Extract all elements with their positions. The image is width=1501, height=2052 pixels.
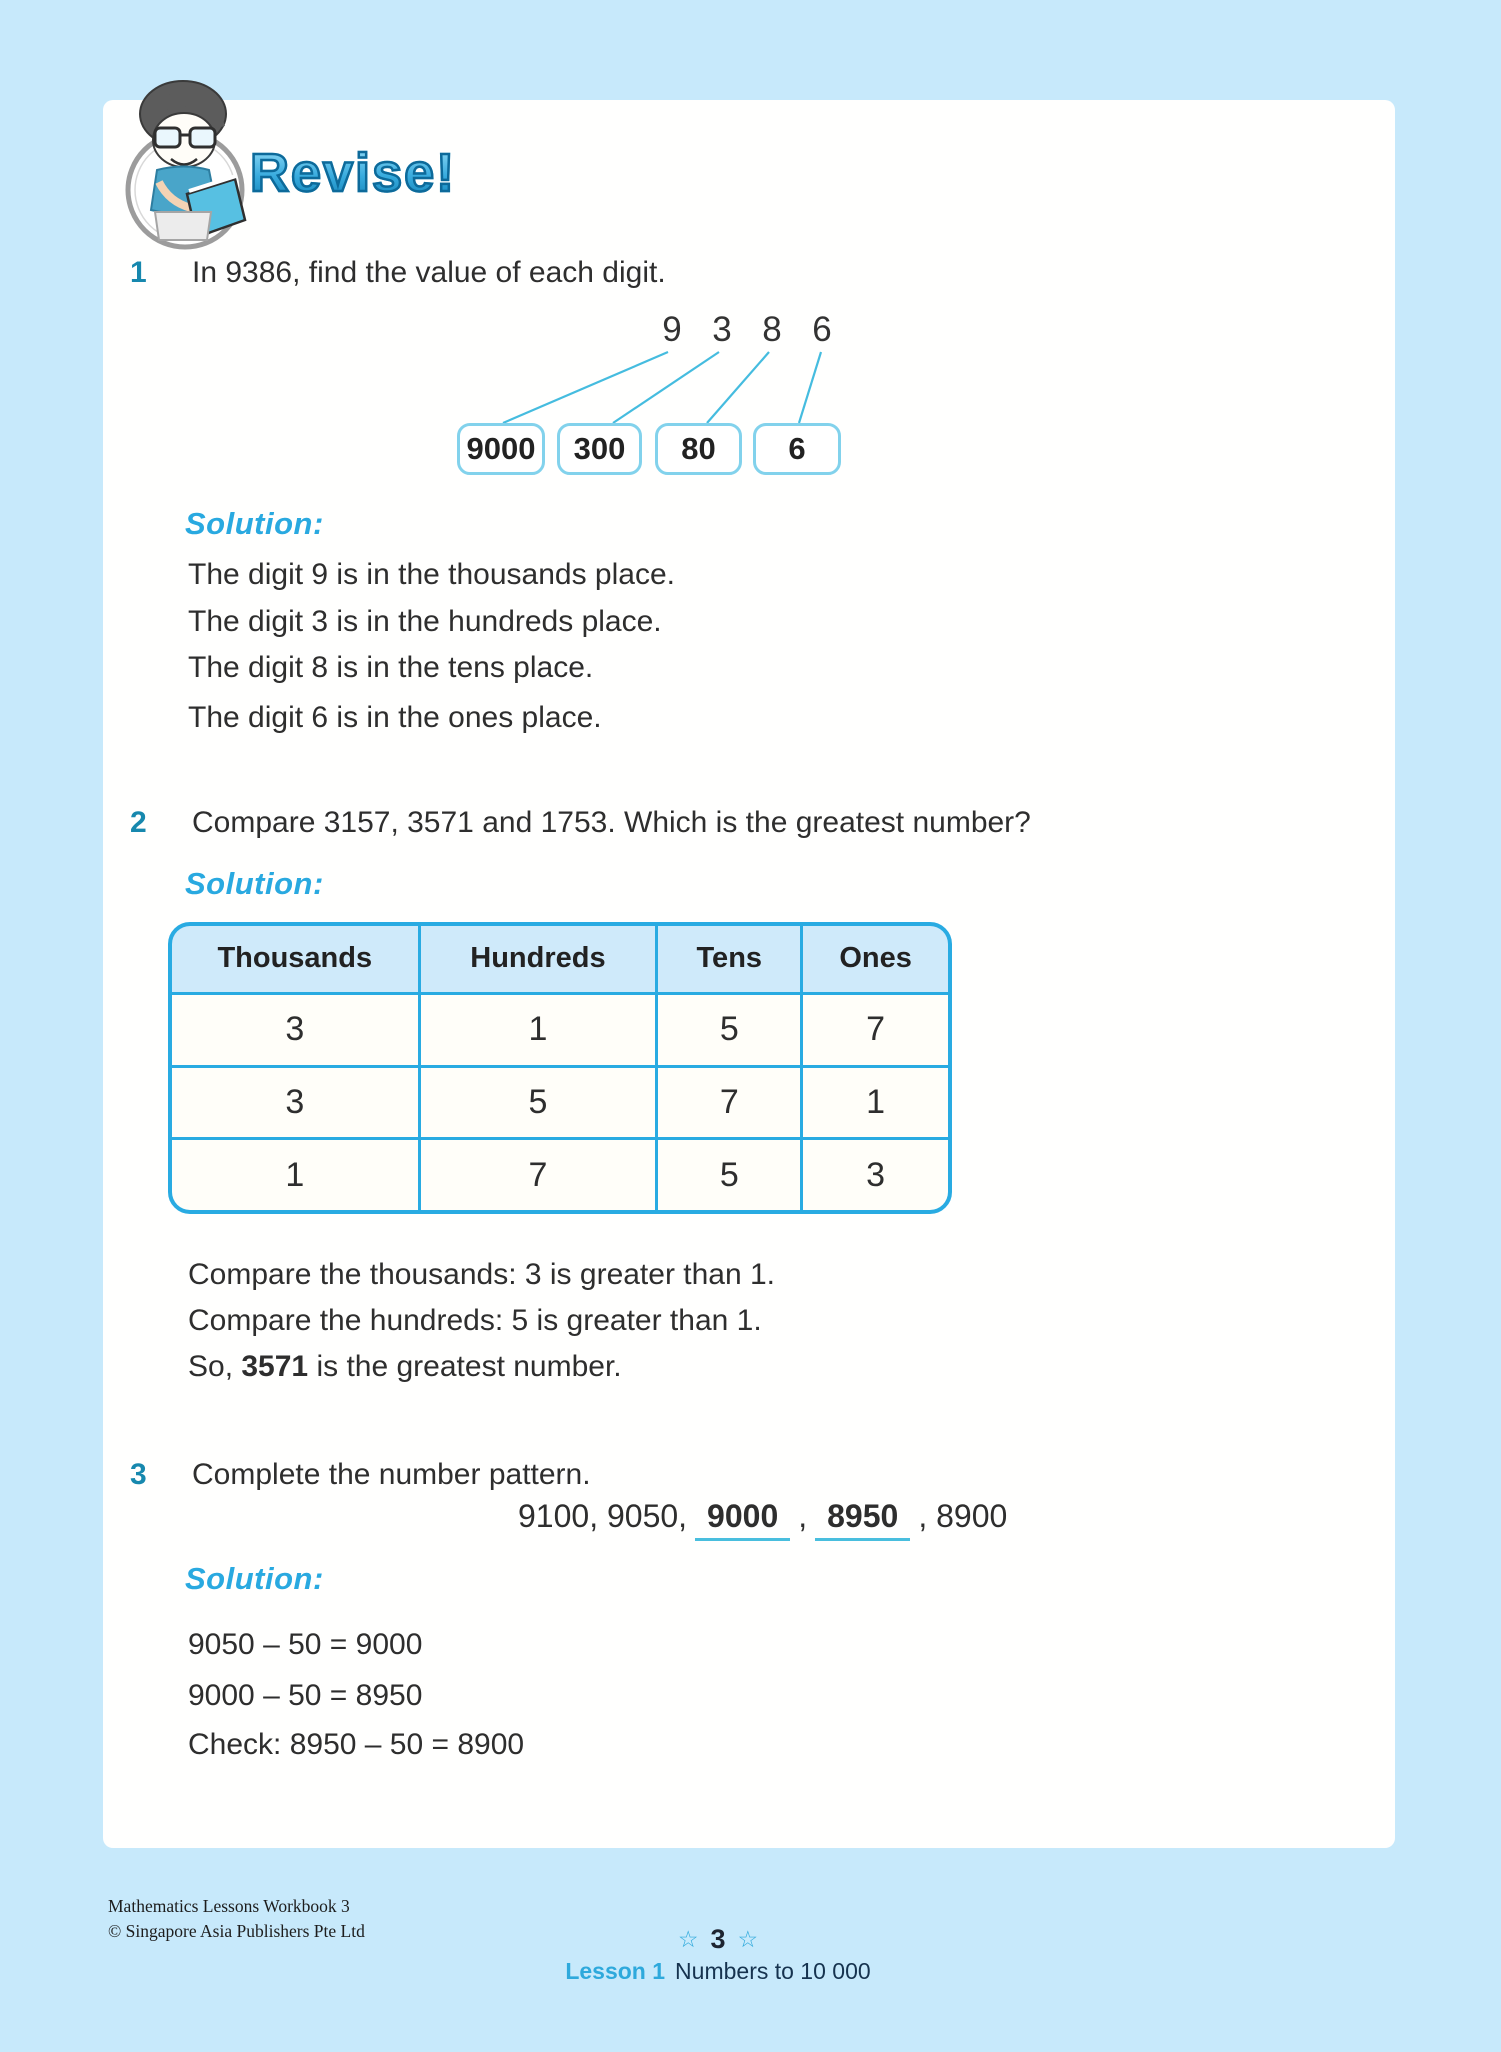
question-3-number: 3 [130, 1458, 147, 1491]
number-pattern [518, 1498, 1007, 1541]
table-cell: 7 [658, 1068, 800, 1138]
table-cell: 1 [421, 995, 656, 1065]
table-cell: 1 [803, 1068, 948, 1138]
boy-reading-icon [93, 60, 271, 270]
table-cell: 5 [421, 1068, 656, 1138]
lesson-label: Lesson 1 [565, 1958, 666, 1984]
solution-label-q1: Solution: [185, 506, 324, 541]
table-cell: 7 [803, 995, 948, 1065]
greatest-number: 3571 [241, 1350, 309, 1383]
star-icon: ☆ [737, 1926, 759, 1952]
table-cell: 7 [421, 1140, 656, 1210]
value-box-9000: 9000 [457, 423, 545, 475]
q2-analysis-line: Compare the hundreds: 5 is greater than 1. [188, 1304, 762, 1337]
question-3-text: Complete the number pattern. [192, 1458, 591, 1491]
digit-8: 8 [762, 310, 782, 349]
solution-label-q3: Solution: [185, 1561, 324, 1596]
digit-9: 9 [662, 310, 682, 349]
star-icon: ☆ [677, 1926, 699, 1952]
lesson-footer [468, 1958, 968, 1985]
page-number-row [618, 1924, 818, 1955]
q1-solution-line: The digit 8 is in the tens place. [188, 651, 594, 684]
digit-3: 3 [712, 310, 732, 349]
q1-solution-line: The digit 6 is in the ones place. [188, 701, 602, 734]
table-cell: 5 [658, 1140, 800, 1210]
q2-analysis-line: Compare the thousands: 3 is greater than 1. [188, 1258, 776, 1291]
value-box-80: 80 [655, 423, 742, 475]
table-header-hundreds: Hundreds [421, 926, 656, 992]
conclusion-prefix: So, [188, 1350, 242, 1383]
table-header-ones: Ones [803, 926, 948, 992]
value-box-6: 6 [753, 423, 841, 475]
revise-heading: Revise! [250, 143, 457, 203]
pattern-comma: , [798, 1498, 808, 1534]
footer-copyright: © Singapore Asia Publishers Pte Ltd [108, 1921, 365, 1941]
pattern-lead: 9100, 9050, [518, 1498, 688, 1534]
q1-solution-line: The digit 9 is in the thousands place. [188, 558, 675, 591]
q2-conclusion-line [188, 1350, 622, 1384]
table-header-thousands: Thousands [172, 926, 418, 992]
q1-solution-line: The digit 3 is in the hundreds place. [188, 605, 662, 638]
page-number: 3 [710, 1924, 726, 1954]
question-1-number: 1 [130, 256, 147, 289]
footer-book-title: Mathematics Lessons Workbook 3 [108, 1896, 350, 1916]
solution-label-q2: Solution: [185, 866, 324, 901]
place-value-table [168, 922, 952, 1214]
conclusion-suffix: is the greatest number. [308, 1350, 622, 1383]
pattern-blank-1: 9000 [695, 1498, 790, 1541]
pattern-tail: , 8900 [918, 1498, 1008, 1534]
question-2-number: 2 [130, 806, 147, 839]
table-cell: 1 [172, 1140, 418, 1210]
question-1-text: In 9386, find the value of each digit. [192, 256, 666, 289]
table-cell: 3 [172, 1068, 418, 1138]
q3-solution-line: 9050 – 50 = 9000 [188, 1628, 423, 1661]
table-cell: 5 [658, 995, 800, 1065]
lesson-title: Numbers to 10 000 [675, 1958, 871, 1984]
table-header-tens: Tens [658, 926, 800, 992]
digit-connector-lines [440, 346, 852, 426]
digit-6: 6 [812, 310, 832, 349]
pattern-blank-2: 8950 [815, 1498, 910, 1541]
table-cell: 3 [803, 1140, 948, 1210]
question-2-text: Compare 3157, 3571 and 1753. Which is the greatest number? [192, 806, 1031, 839]
q3-solution-line: 9000 – 50 = 8950 [188, 1679, 423, 1712]
value-box-300: 300 [557, 423, 642, 475]
table-cell: 3 [172, 995, 418, 1065]
q3-solution-line: Check: 8950 – 50 = 8900 [188, 1728, 525, 1761]
